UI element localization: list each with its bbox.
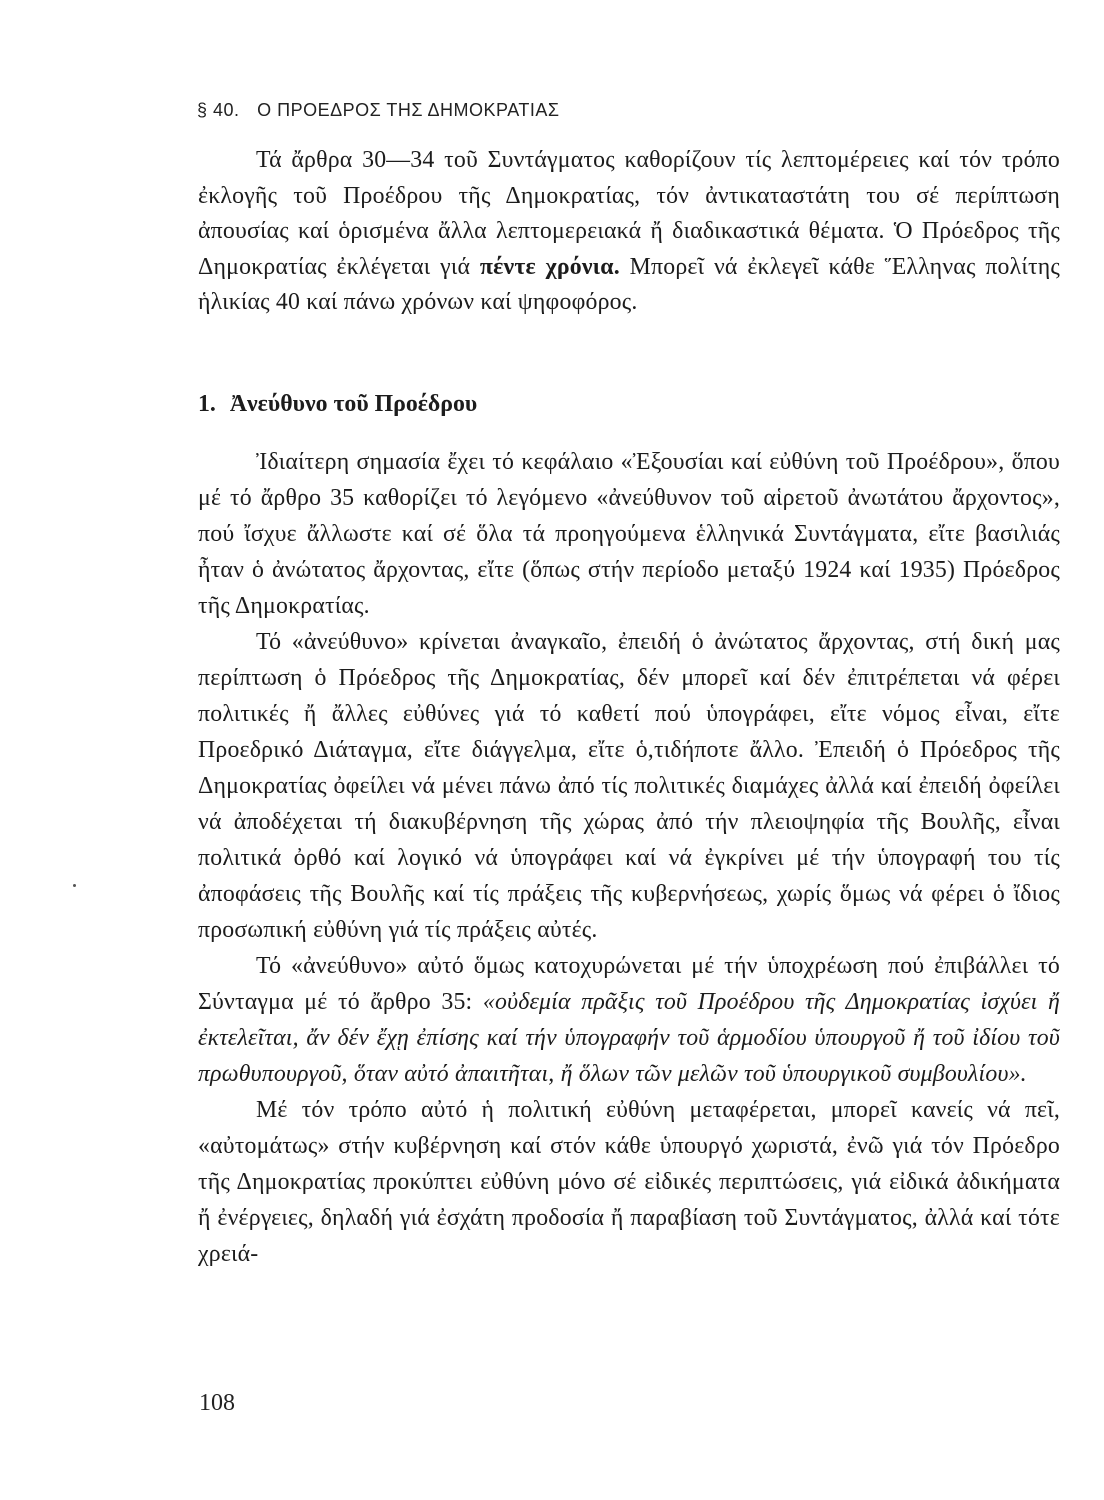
chapter-title: Ο ΠΡΟΕΔΡΟΣ ΤΗΣ ΔΗΜΟΚΡΑΤΙΑΣ [257,100,560,120]
intro-text: Τά ἄρθρα 30—34 τοῦ Συντάγματος καθορίζουν τίς λεπτομέρειες καί τόν τρόπο ἐκλογῆς τοῦ Προέδρου τῆς Δημοκρατίας, τόν ἀντικαταστάτη του σέ περίπτωση ἀπουσίας καί ὁρισμένα ἄλλα λεπτομερειακά ἤ διαδικαστικά θέματα. Ὁ Πρόεδρος τῆς Δημοκρατίας ἐκλέγεται γιά [198,147,1060,280]
subsection-number: 1. [198,391,216,417]
subsection-title: Ἀνεύθυνο τοῦ Προέδρου [229,391,478,417]
intro-text-continued: Μπορεῖ νά ἐκλεγεῖ κάθε Ἕλληνας πολίτης ἡλικίας 40 καί πάνω χρόνων καί ψηφοφόρος. [198,253,1061,315]
intro-paragraph-block [198,143,1060,321]
subsection-heading [198,391,1060,418]
scan-speck [73,884,76,887]
main-text-block [198,444,1060,1272]
page-number: 108 [199,1390,235,1416]
paragraph-1: Ἰδιαίτερη σημασία ἔχει τό κεφάλαιο «Ἐξουσίαι καί εὐθύνη τοῦ Προέδρου», ὅπου μέ τό ἄρθρο 35 καθορίζει τό λεγόμενο «ἀνεύθυνον τοῦ αἱρετοῦ ἀνωτάτου ἄρχοντος», πού ἴσχυε ἄλλωστε καί σέ ὅλα τά προηγούμενα ἑλληνικά Συντάγματα, εἴτε βασιλιάς ἦταν ὁ ἀνώτατος ἄρχοντας, εἴτε (ὅπως στήν περίοδο μεταξύ 1924 καί 1935) Πρόεδρος τῆς Δημοκρατίας. [198,449,1060,619]
paragraph-2: Τό «ἀνεύθυνο» κρίνεται ἀναγκαῖο, ἐπειδή ὁ ἀνώτατος ἄρχοντας, στή δική μας περίπτωση ὁ Πρόεδρος τῆς Δημοκρατίας, δέν μπορεῖ καί δέν ἐπιτρέπεται νά φέρει πολιτικές ἤ ἄλλες εὐθύνες γιά τό καθετί πού ὑπογράφει, εἴτε νόμος εἶναι, εἴτε Προεδρικό Διάταγμα, εἴτε διάγγελμα, εἴτε ὁ,τιδήποτε ἄλλο. Ἐπειδή ὁ Πρόεδρος τῆς Δημοκρατίας ὀφείλει νά μένει πάνω ἀπό τίς πολιτικές διαμάχες ἀλλά καί ἐπειδή ὀφείλει νά ἀποδέχεται τή διακυβέρνηση τῆς χώρας ἀπό τήν πλειοψηφία τῆς Βουλῆς, εἶναι πολιτικά ὀρθό καί λογικό νά ὑπογράφει καί νά ἐγκρίνει μέ τήν ὑπογραφή του τίς ἀποφάσεις τῆς Βουλῆς καί τίς πράξεις τῆς κυβερνήσεως, χωρίς ὅμως νά φέρει ὁ ἴδιος προσωπική εὐθύνη γιά τίς πράξεις αὐτές. [198,629,1060,943]
intro-bold-term: πέντε χρόνια. [479,253,620,280]
paragraph-4: Μέ τόν τρόπο αὐτό ἡ πολιτική εὐθύνη μεταφέρεται, μπορεῖ κανείς νά πεῖ, «αὐτομάτως» στήν κυβέρνηση καί στόν κάθε ὑπουργό χωριστά, ἐνῶ γιά τόν Πρόεδρο τῆς Δημοκρατίας προκύπτει εὐθύνη μόνο σέ εἰδικές περιπτώσεις, γιά εἰδικά ἀδικήματα ἤ ἐνέργειες, δηλαδή γιά ἐσχάτη προδοσία ἤ παραβίαση τοῦ Συντάγματος, ἀλλά καί τότε χρειά- [198,1097,1060,1267]
running-head [197,100,560,121]
intro-paragraph [198,143,1060,321]
paragraph-3-text: Τό «ἀνεύθυνο» αὐτό ὅμως κατοχυρώνεται μέ τήν ὑποχρέωση πού ἐπιβάλλει τό Σύνταγμα μέ τό ἄρθρο 35: [198,953,1060,1015]
paragraph-3 [198,948,1060,1092]
constitution-quote: «οὐδεμία πρᾶξις τοῦ Προέδρου τῆς Δημοκρατίας ἰσχύει ἤ ἐκτελεῖται, ἄν δέν ἔχῃ ἐπίσης καί τήν ὑπογραφήν τοῦ ἁρμοδίου ὑπουργοῦ ἤ τοῦ ἰδίου τοῦ πρωθυπουργοῦ, ὅταν αὐτό ἀπαιτῆται, ἤ ὅλων τῶν μελῶν τοῦ ὑπουργικοῦ συμβουλίου». [198,989,1060,1087]
section-number: § 40. [197,100,240,120]
